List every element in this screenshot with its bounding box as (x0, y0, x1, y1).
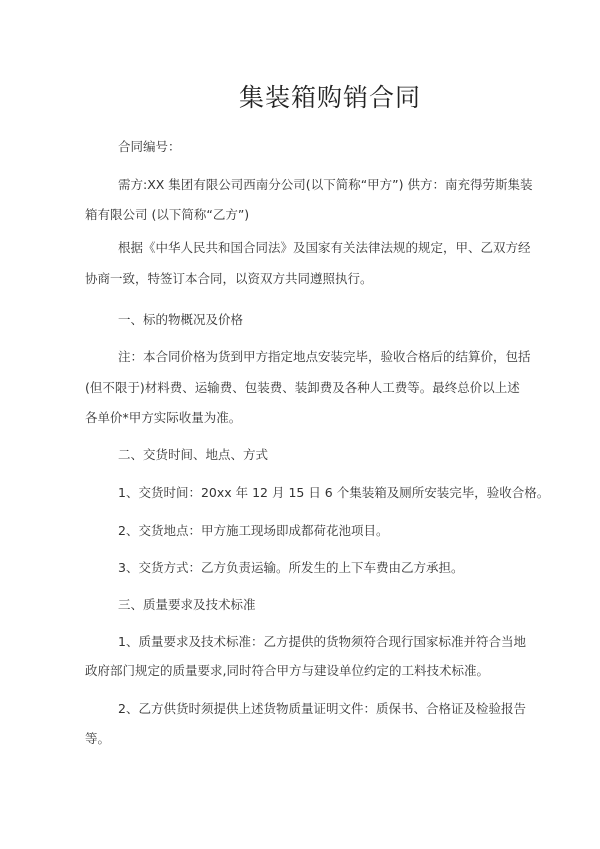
certificate-line-2: 等。 (85, 731, 111, 746)
note-line-3: 各单价*甲方实际收量为准。 (85, 410, 242, 425)
preamble-line-2: 协商一致，特签订本合同，以资双方共同遵照执行。 (85, 271, 373, 286)
delivery-method: 3、交货方式：乙方负责运输。所发生的上下车费由乙方承担。 (118, 560, 464, 575)
quality-line-2: 政府部门规定的质量要求,同时符合甲方与建设单位约定的工料技术标准。 (85, 663, 489, 678)
parties-line-1: 需方:XX 集团有限公司西南分公司(以下简称“甲方”) 供方：南充得劳斯集装 (118, 177, 533, 192)
delivery-time: 1、交货时间：20xx 年 12 月 15 日 6 个集装箱及厕所安装完毕，验收合格。 (118, 485, 550, 500)
section-1-heading: 一、标的物概况及价格 (118, 312, 244, 327)
note-line-2: (但不限于)材料费、运输费、包装费、装卸费及各种人工费等。最终总价以上述 (85, 380, 520, 395)
document-title: 集装箱购销合同 (238, 83, 421, 112)
section-3-heading: 三、质量要求及技术标准 (118, 597, 256, 612)
parties-line-2: 箱有限公司 (以下简称“乙方”) (85, 207, 250, 222)
preamble-line-1: 根据《中华人民共和国合同法》及国家有关法律法规的规定，甲、乙双方经 (118, 240, 531, 255)
delivery-place: 2、交货地点：甲方施工现场即成都荷花池项目。 (118, 523, 389, 538)
section-2-heading: 二、交货时间、地点、方式 (118, 447, 269, 462)
quality-line-1: 1、质量要求及技术标准：乙方提供的货物须符合现行国家标准并符合当地 (118, 634, 526, 649)
contract-number-label: 合同编号： (118, 139, 181, 154)
certificate-line-1: 2、乙方供货时须提供上述货物质量证明文件：质保书、合格证及检验报告 (118, 701, 526, 716)
note-line-1: 注：本合同价格为货到甲方指定地点安装完毕，验收合格后的结算价，包括 (118, 349, 531, 364)
